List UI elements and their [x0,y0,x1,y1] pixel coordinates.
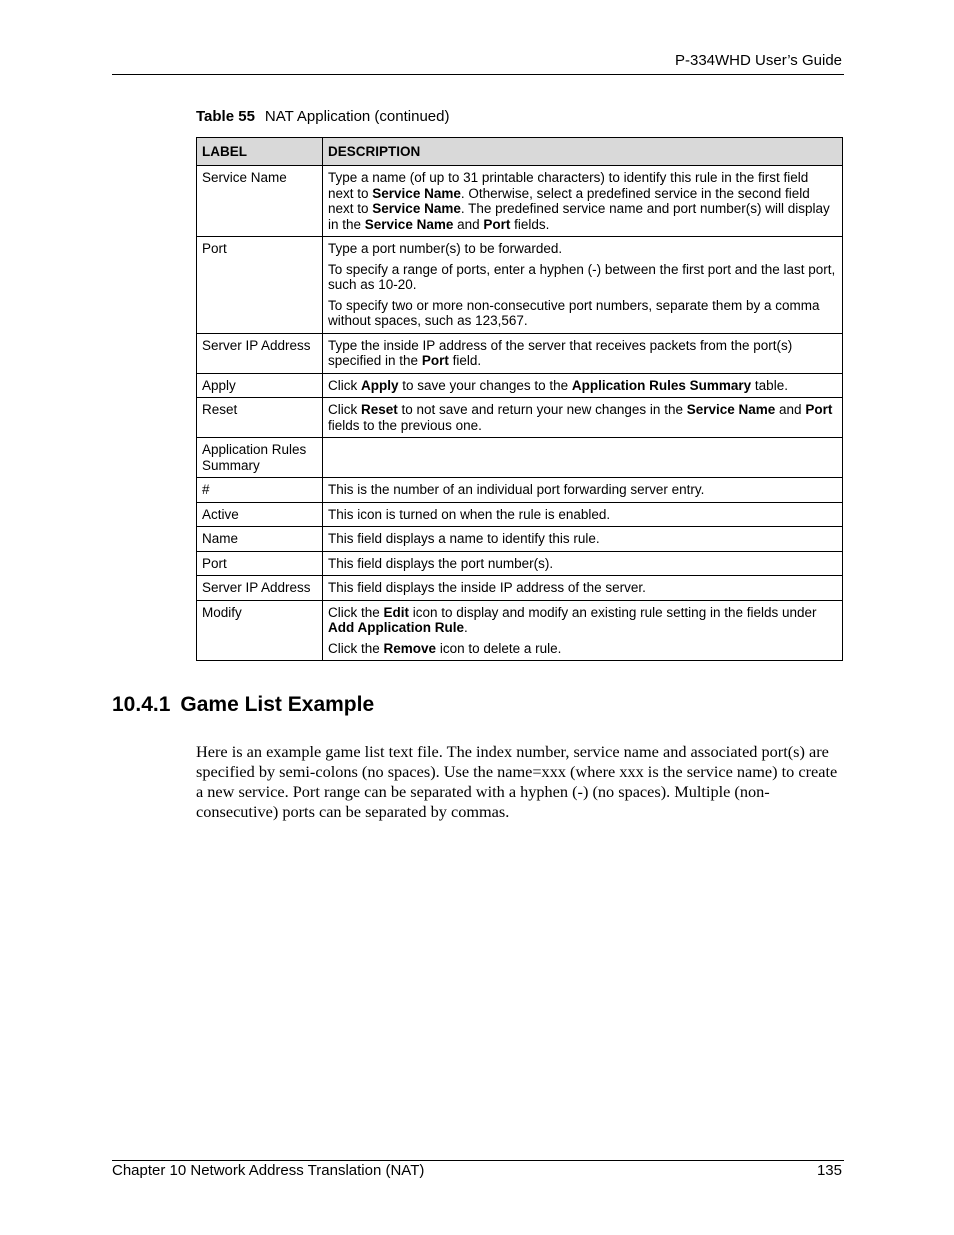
text-segment: Click the [328,604,384,620]
text-segment: This is the number of an individual port forwarding server entry. [328,482,705,497]
table-row [197,600,843,661]
description-paragraph [328,262,836,293]
bold-term: Apply [361,377,399,393]
text-segment: icon to delete a rule. [436,640,562,656]
table-row [197,527,843,552]
description-paragraph [328,580,836,596]
row-description [323,600,843,661]
row-description [323,527,843,552]
row-description [323,576,843,601]
row-label: Name [197,527,323,552]
bold-term: Service Name [372,185,461,201]
page-number: 135 [816,1162,842,1179]
row-label: Active [197,502,323,527]
table-row [197,398,843,438]
text-segment: Click [328,377,361,393]
text-segment: This field displays the inside IP address of the server. [328,580,646,595]
header-rule [112,74,844,75]
text-segment: Click the [328,640,384,656]
text-segment: . [464,620,468,635]
text-segment: to save your changes to the [398,377,572,393]
row-description [323,237,843,334]
row-label: Port [197,551,323,576]
text-segment: Click [328,402,361,417]
text-segment: and [453,216,484,232]
row-description [323,551,843,576]
column-header-label: LABEL [197,138,323,166]
description-paragraph [328,402,836,433]
table-caption-number: Table 55 [196,108,255,125]
text-segment: This field displays a name to identify this rule. [328,531,600,546]
bold-term: Port [483,216,511,232]
body-paragraph: Here is an example game list text file. The index number, service name and associated port(s) are specified by semi-colons (no spaces). Use the name=xxx (where xxx is the service name) to create a new service. Port range can be separated with a hyphen (-) (no spaces). Multiple (non-consecutive) ports can be separated by commas. [196,742,838,821]
table-row [197,373,843,398]
description-paragraph [328,482,836,498]
text-segment: to not save and return your new changes in the [397,402,687,417]
row-description [323,333,843,373]
row-label: Server IP Address [197,333,323,373]
text-segment: Type a name (of up to 31 printable characters) to identify this rule in the first field next to [328,170,809,201]
column-header-description: DESCRIPTION [323,138,843,166]
footer-rule [112,1160,844,1161]
description-paragraph [328,556,836,572]
table-row [197,438,843,478]
bold-term: Remove [383,640,437,656]
table-row [197,333,843,373]
row-label: # [197,478,323,503]
description-paragraph [328,338,836,369]
description-paragraph [328,170,836,232]
row-label: Server IP Address [197,576,323,601]
description-paragraph [328,378,836,394]
table-row [197,576,843,601]
table-row [197,551,843,576]
section-number: 10.4.1 [112,693,171,716]
bold-term: Edit [383,604,410,620]
row-label: Port [197,237,323,334]
table-header-row [197,138,843,166]
row-label: Modify [197,600,323,661]
description-paragraph [328,298,836,329]
bold-term: Port [421,353,449,368]
table-row [197,166,843,237]
bold-term: Port [805,402,833,417]
footer-chapter: Chapter 10 Network Address Translation (NAT) [112,1162,425,1179]
text-segment: icon to display and modify an existing rule setting in the fields under [409,604,817,620]
row-description [323,438,843,478]
table-row [197,237,843,334]
table-row [197,502,843,527]
bold-term: Service Name [372,201,461,216]
bold-term: Application Rules Summary [571,377,752,393]
description-paragraph [328,641,836,657]
row-label: Reset [197,398,323,438]
row-description [323,373,843,398]
description-paragraph [328,531,836,547]
table-row [197,478,843,503]
text-segment: This icon is turned on when the rule is enabled. [328,506,611,522]
bold-term: Service Name [686,402,776,417]
text-segment: fields to the previous one. [328,417,482,433]
text-segment: field. [448,353,482,368]
row-description [323,398,843,438]
section-title: Game List Example [180,693,375,716]
row-label: Apply [197,373,323,398]
text-segment: . Otherwise, select a predefined service in the second field next to [328,185,810,216]
description-paragraph [328,507,836,523]
table-body [197,166,843,661]
text-segment: fields. [510,216,550,232]
bold-term: Service Name [364,216,454,232]
row-description [323,502,843,527]
description-paragraph [328,605,836,636]
row-label: Application Rules Summary [197,438,323,478]
description-paragraph [328,241,836,257]
guide-title: P-334WHD User’s Guide [675,52,842,69]
text-segment: To specify two or more non-consecutive port numbers, separate them by a comma without spaces, such as 123,567. [328,297,820,328]
table-caption [196,108,449,125]
bold-term: Add Application Rule [328,620,464,635]
text-segment: Type a port number(s) to be forwarded. [328,241,563,256]
text-segment: Type the inside IP address of the server that receives packets from the port(s) specified in the [328,337,793,368]
text-segment: table. [751,377,788,393]
text-segment: This field displays the port number(s). [328,555,554,571]
text-segment: . The predefined service name and port number(s) will display in the [328,201,830,232]
section-heading [112,693,374,717]
bold-term: Reset [361,402,398,417]
text-segment: To specify a range of ports, enter a hyphen (-) between the first port and the last port, such as 10-20. [328,261,836,292]
row-description [323,478,843,503]
nat-application-table [196,137,843,661]
text-segment: and [775,402,806,417]
row-description [323,166,843,237]
row-label: Service Name [197,166,323,237]
table-caption-title: NAT Application (continued) [264,108,450,125]
